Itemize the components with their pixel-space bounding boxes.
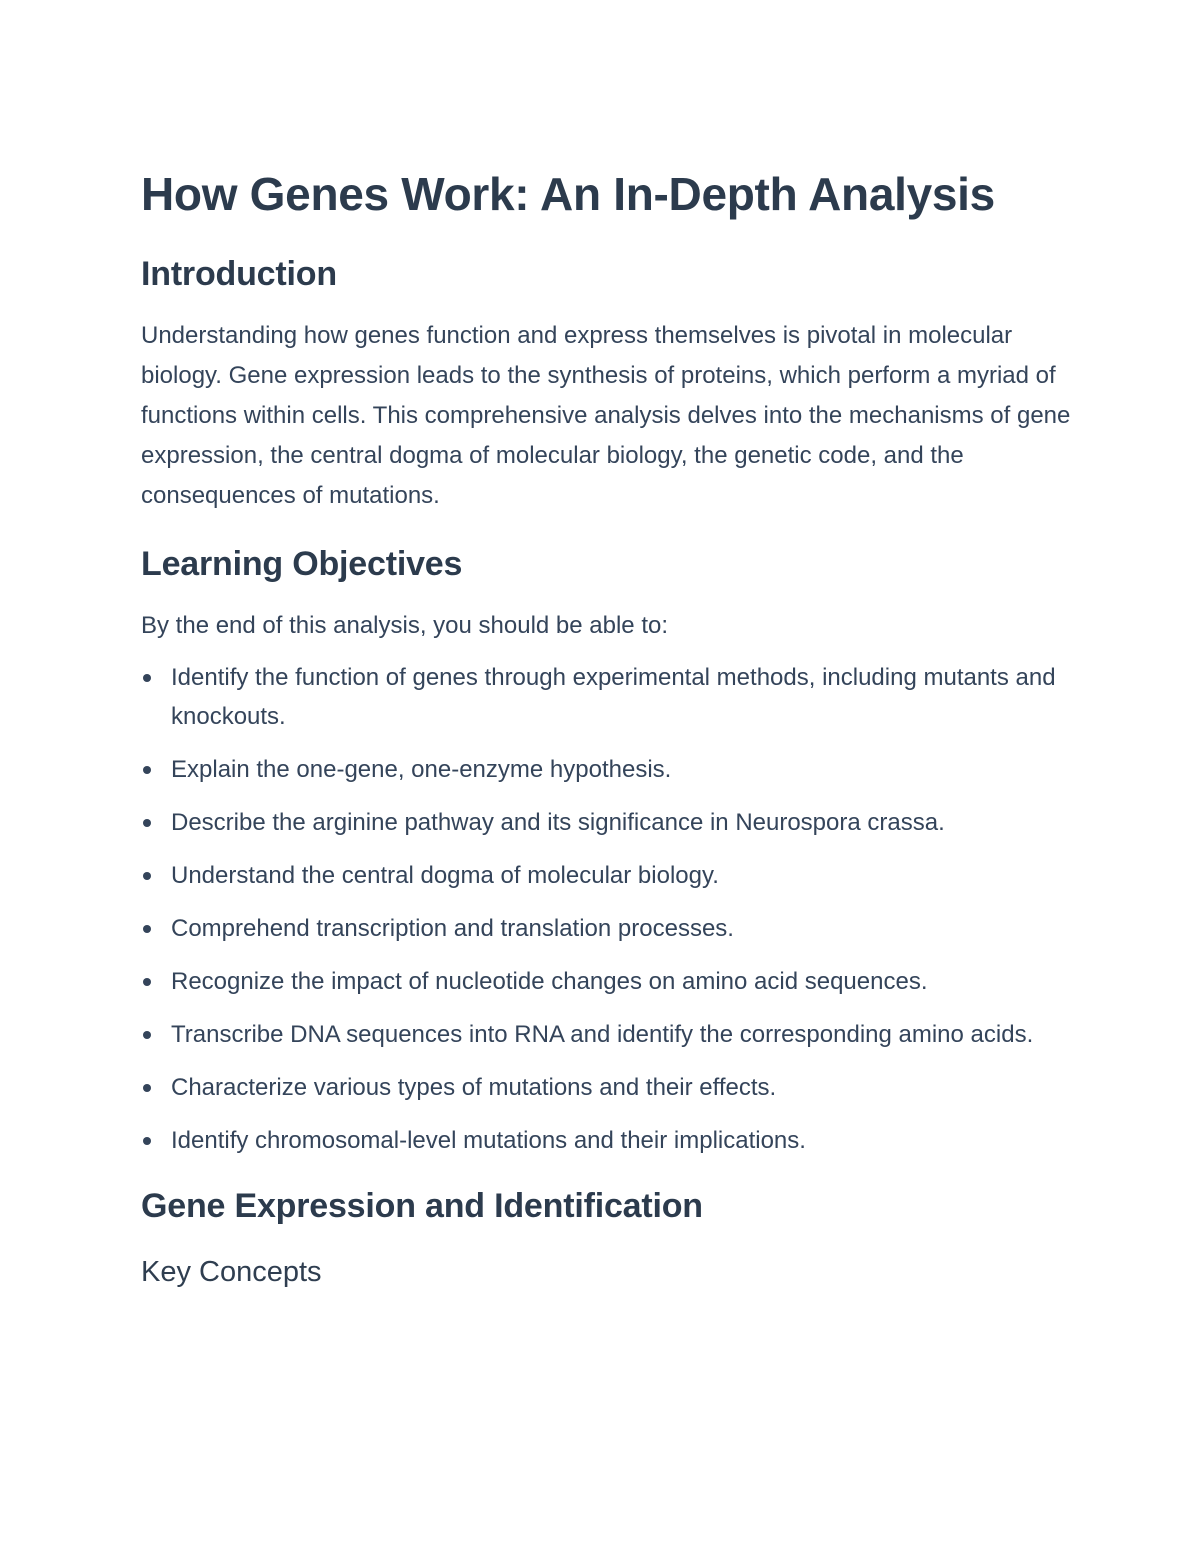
list-item bbox=[141, 658, 1081, 736]
document-title: How Genes Work: An In-Depth Analysis bbox=[141, 168, 995, 220]
learning-objectives-list bbox=[141, 658, 1081, 1160]
bullet-icon bbox=[143, 819, 151, 827]
learning-objectives-lead: By the end of this analysis, you should be able to: bbox=[141, 612, 669, 639]
bullet-icon bbox=[143, 925, 151, 933]
bullet-icon bbox=[143, 978, 151, 986]
list-item-text: Explain the one-gene, one-enzyme hypothesis. bbox=[171, 756, 672, 783]
bullet-icon bbox=[143, 1137, 151, 1145]
bullet-icon bbox=[143, 872, 151, 880]
list-item bbox=[141, 962, 1081, 1001]
gene-expression-heading: Gene Expression and Identification bbox=[141, 1187, 703, 1225]
list-item-text: Recognize the impact of nucleotide changes on amino acid sequences. bbox=[171, 968, 928, 995]
list-item bbox=[141, 1015, 1081, 1054]
list-item-text: Comprehend transcription and translation processes. bbox=[171, 915, 734, 942]
list-item bbox=[141, 1121, 1081, 1160]
list-item bbox=[141, 856, 1081, 895]
bullet-icon bbox=[143, 766, 151, 774]
bullet-icon bbox=[143, 1031, 151, 1039]
list-item-text: Identify the function of genes through experimental methods, including mutants and knockouts. bbox=[171, 664, 1056, 730]
list-item-text: Characterize various types of mutations and their effects. bbox=[171, 1074, 777, 1101]
introduction-heading: Introduction bbox=[141, 255, 337, 293]
list-item bbox=[141, 909, 1081, 948]
list-item bbox=[141, 750, 1081, 789]
bullet-icon bbox=[143, 674, 151, 682]
bullet-icon bbox=[143, 1084, 151, 1092]
key-concepts-subheading: Key Concepts bbox=[141, 1256, 322, 1288]
list-item bbox=[141, 803, 1081, 842]
list-item bbox=[141, 1068, 1081, 1107]
list-item-text: Describe the arginine pathway and its significance in Neurospora crassa. bbox=[171, 809, 945, 836]
list-item-text: Transcribe DNA sequences into RNA and identify the corresponding amino acids. bbox=[171, 1021, 1034, 1048]
learning-objectives-heading: Learning Objectives bbox=[141, 545, 463, 583]
introduction-paragraph: Understanding how genes function and express themselves is pivotal in molecular biology. Gene expression leads to the synthesis of proteins, which perform a myriad of functions within cells. This comprehensive analysis delves into the mechanisms of gene expression, the central dogma of molecular biology, the genetic code, and the consequences of mutations. bbox=[141, 322, 1071, 509]
document-page bbox=[141, 162, 1081, 1292]
list-item-text: Identify chromosomal-level mutations and their implications. bbox=[171, 1127, 806, 1154]
list-item-text: Understand the central dogma of molecular biology. bbox=[171, 862, 719, 889]
